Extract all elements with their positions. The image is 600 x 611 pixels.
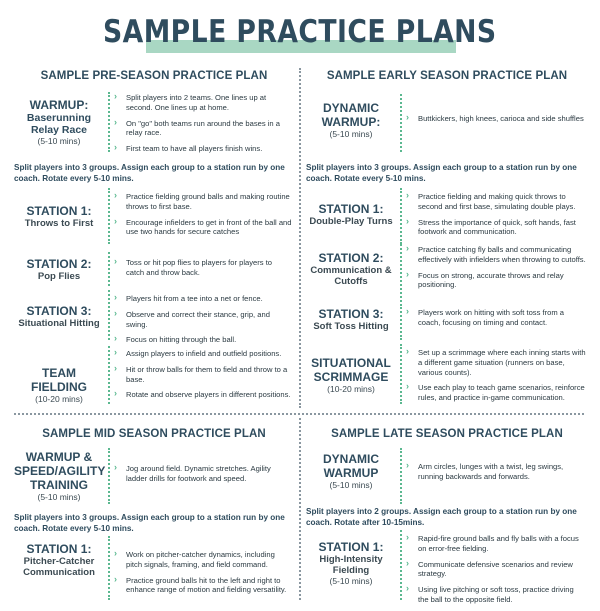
pre-station3-label: STATION 3: Situational Hitting xyxy=(18,304,100,329)
pre-season-plan xyxy=(14,68,294,408)
list-item: › Encourage infielders to get in front of the ball and use two hands for secure catches xyxy=(114,215,292,237)
mid-season-plan xyxy=(14,420,294,600)
pre-team-fielding-label: TEAM FIELDING (10-20 mins) xyxy=(31,366,87,404)
late-warmup-line xyxy=(400,448,402,504)
early-scrimmage-label: SITUATIONAL SCRIMMAGE (10-20 mins) xyxy=(311,356,391,394)
vertical-divider-bottom xyxy=(299,418,301,600)
pre-station3-line xyxy=(108,290,110,340)
mid-station1-label: STATION 1: Pitcher-Catcher Communication xyxy=(23,542,95,578)
pre-station3-bullets xyxy=(114,294,292,351)
early-station1-bullets xyxy=(406,192,586,243)
list-item: › Stress the importance of quick, soft hands, fast footwork and communication. xyxy=(406,215,576,237)
list-item: › Practice fielding and making quick throws to second and first base, simulating double plays. xyxy=(406,190,576,211)
mid-station1-bullets xyxy=(114,550,292,601)
mid-season-title: SAMPLE MID SEASON PRACTICE PLAN xyxy=(42,428,266,440)
pre-station2-bullets xyxy=(114,258,292,284)
late-season-plan xyxy=(306,420,588,604)
early-scrimmage-line xyxy=(400,344,402,404)
early-warmup-label: DYNAMIC WARMUP: (5-10 mins) xyxy=(321,101,381,139)
list-item: › Split players into 2 teams. One lines up at second. One lines up at home. xyxy=(114,91,267,112)
late-season-title: SAMPLE LATE SEASON PRACTICE PLAN xyxy=(331,428,563,440)
early-scrimmage-bullets xyxy=(406,348,586,409)
early-split-instructions: Split players into 3 groups. Assign each group to a station run by one coach. Rotate every 5-10 mins. xyxy=(306,163,577,183)
list-item: › Work on pitcher-catcher dynamics, including pitch signals, framing, and field command. xyxy=(114,548,275,569)
early-station2-line xyxy=(400,244,402,302)
pre-season-title: SAMPLE PRE-SEASON PRACTICE PLAN xyxy=(40,70,268,82)
mid-station1-line xyxy=(108,536,110,600)
list-item: › Players hit from a tee into a net or fence. xyxy=(114,292,263,303)
early-station3-label: STATION 3: Soft Toss Hitting xyxy=(313,307,389,332)
list-item: › Arm circles, lunges with a twist, leg swings, running backwards and forwards. xyxy=(406,460,564,481)
pre-station1-bullets xyxy=(114,192,292,243)
list-item: › Focus on strong, accurate throws and relay positioning. xyxy=(406,268,564,290)
title-container xyxy=(0,12,600,52)
early-warmup-bullets xyxy=(406,114,586,130)
list-item: › Rapid-fire ground balls and fly balls with a focus on error-free fielding. xyxy=(406,532,579,553)
list-item: › Using live pitching or soft toss, practice driving the ball to the opposite field. xyxy=(406,583,574,604)
pre-warmup-label: WARMUP: Baserunning Relay Race (5-10 mins) xyxy=(26,98,92,146)
pre-team-fielding-bullets xyxy=(114,349,292,406)
mid-warmup-bullets xyxy=(114,464,292,490)
list-item: › Practice ground balls hit to the left and right to enhance range of motion and fielding versatility. xyxy=(114,573,287,595)
pre-split-instructions: Split players into 3 groups. Assign each group to a station run by one coach. Rotate every 5-10 mins. xyxy=(14,163,285,183)
pre-team-fielding-line xyxy=(108,346,110,404)
pre-station2-line xyxy=(108,252,110,286)
list-item: › Assign players to infield and outfield positions. xyxy=(114,347,282,358)
list-item: › First team to have all players finish wins. xyxy=(114,142,263,154)
list-item: › Toss or hit pop flies to players for players to catch and throw back. xyxy=(114,256,273,277)
late-split-instructions: Split players into 2 groups. Assign each group to a station run by one coach. Rotate after 10-15mins. xyxy=(306,507,577,527)
late-station1-line xyxy=(400,530,402,600)
pre-station2-label: STATION 2: Pop Flies xyxy=(26,257,92,282)
early-season-plan xyxy=(306,68,588,408)
pre-warmup-line xyxy=(108,92,110,152)
horizontal-divider xyxy=(14,413,584,415)
late-station1-bullets xyxy=(406,534,586,611)
list-item: › Practice fielding ground balls and making routine throws to first base. xyxy=(114,190,290,211)
list-item: › Focus on hitting through the ball. xyxy=(114,333,237,345)
early-season-title: SAMPLE EARLY SEASON PRACTICE PLAN xyxy=(326,70,568,82)
list-item: › Buttkickers, high knees, carioca and side shuffles xyxy=(406,112,584,123)
pre-station1-label: STATION 1: Throws to First xyxy=(24,204,94,229)
list-item: › On "go" both teams run around the bases in a relay race. xyxy=(114,116,280,138)
mid-warmup-line xyxy=(108,448,110,504)
mid-split-instructions: Split players into 3 groups. Assign each group to a station run by one coach. Rotate every 5-10 mins. xyxy=(14,513,285,533)
list-item: › Communicate defensive scenarios and review strategy. xyxy=(406,557,573,579)
early-station3-line xyxy=(400,304,402,340)
late-warmup-label: DYNAMIC WARMUP (5-10 mins) xyxy=(323,452,379,490)
list-item: › Use each play to teach game scenarios, reinforce rules, and practice in-game communication. xyxy=(406,381,585,403)
pre-station1-line xyxy=(108,188,110,244)
late-warmup-bullets xyxy=(406,462,586,488)
list-item: › Practice catching fly balls and communicating effectively with infielders when throwing to cutoffs. xyxy=(406,243,586,264)
list-item: › Observe and correct their stance, grip, and swing. xyxy=(114,307,270,329)
early-station1-label: STATION 1: Double-Play Turns xyxy=(309,202,393,227)
page-title: SAMPLE PRACTICE PLANS xyxy=(103,14,497,50)
early-station1-line xyxy=(400,188,402,244)
early-station2-label: STATION 2: Communication & Cutoffs xyxy=(310,251,392,287)
list-item: › Rotate and observe players in different positions. xyxy=(114,388,291,400)
list-item: › Hit or throw balls for them to field and throw to a base. xyxy=(114,362,288,384)
pre-warmup-bullets xyxy=(114,93,292,160)
late-station1-label: STATION 1: High-Intensity Fielding (5-10 mins) xyxy=(318,540,384,586)
vertical-divider-top xyxy=(299,68,301,408)
early-station2-bullets xyxy=(406,245,586,296)
list-item: › Set up a scrimmage where each inning starts with a different game situation (runners on base, various counts). xyxy=(406,346,586,377)
list-item: › Jog around field. Dynamic stretches. Agility ladder drills for footwork and speed. xyxy=(114,462,271,483)
early-station3-bullets xyxy=(406,308,586,334)
list-item: › Players work on hitting with soft toss from a coach, focusing on timing and contact. xyxy=(406,306,565,327)
early-warmup-line xyxy=(400,94,402,152)
mid-warmup-label: WARMUP & SPEED/AGILITY TRAINING (5-10 mins) xyxy=(14,450,106,502)
